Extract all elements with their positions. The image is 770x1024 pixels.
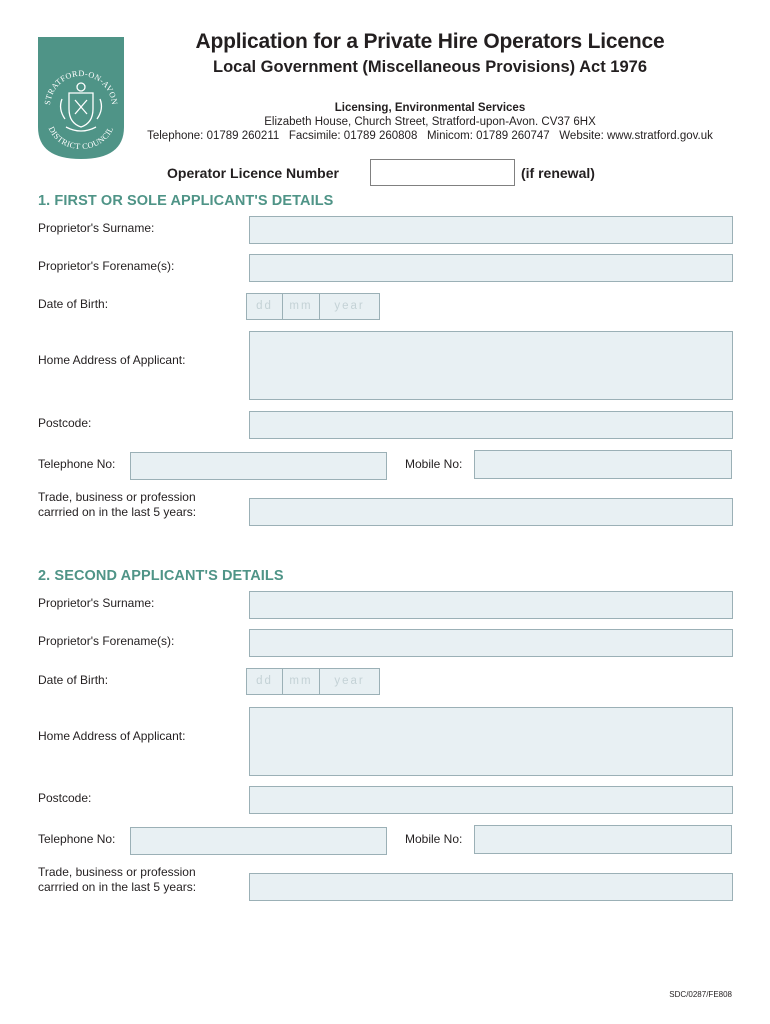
page-subtitle: Local Government (Miscellaneous Provisions) Act 1976 [212, 58, 648, 76]
department-name: Licensing, Environmental Services [334, 102, 526, 114]
section2-mobile-field[interactable] [474, 825, 732, 854]
section2-dob-year[interactable]: year [320, 668, 380, 695]
section1-dob-day[interactable]: dd [246, 293, 283, 320]
section2-dob-month[interactable]: mm [283, 668, 320, 695]
section1-dob-field [246, 293, 380, 320]
licence-number-label: Operator Licence Number [167, 165, 339, 181]
section2-dob-day[interactable]: dd [246, 668, 283, 695]
section1-mobile-field[interactable] [474, 450, 732, 479]
section2-trade-label [38, 865, 196, 894]
section1-dob-month[interactable]: mm [283, 293, 320, 320]
logo-top-text: STRATFORD-ON-AVON [43, 68, 120, 106]
section1-telephone-label: Telephone No: [38, 457, 116, 471]
licence-number-input[interactable] [370, 159, 515, 186]
section2-address-label: Home Address of Applicant: [38, 729, 186, 743]
section1-forename-label: Proprietor's Forename(s): [38, 259, 175, 273]
section2-postcode-field[interactable] [249, 786, 733, 814]
section2-surname-field[interactable] [249, 591, 733, 619]
section2-telephone-field[interactable] [130, 827, 387, 855]
section1-trade-label-line1: Trade, business or profession [38, 490, 196, 504]
section1-surname-label: Proprietor's Surname: [38, 221, 155, 235]
section2-forename-label: Proprietor's Forename(s): [38, 634, 175, 648]
section1-postcode-field[interactable] [249, 411, 733, 439]
section1-heading: 1. FIRST OR SOLE APPLICANT'S DETAILS [38, 193, 334, 209]
section2-postcode-label: Postcode: [38, 791, 92, 805]
section2-address-field[interactable] [249, 707, 733, 776]
form-reference-code: SDC/0287/FE808 [669, 990, 732, 999]
section2-trade-field[interactable] [249, 873, 733, 901]
section2-trade-label-line1: Trade, business or profession [38, 865, 196, 879]
section2-forename-field[interactable] [249, 629, 733, 657]
section2-telephone-label: Telephone No: [38, 832, 116, 846]
section1-forename-field[interactable] [249, 254, 733, 282]
section2-heading: 2. SECOND APPLICANT'S DETAILS [38, 568, 284, 584]
section1-address-label: Home Address of Applicant: [38, 353, 186, 367]
section1-surname-field[interactable] [249, 216, 733, 244]
section1-telephone-field[interactable] [130, 452, 387, 480]
section2-surname-label: Proprietor's Surname: [38, 596, 155, 610]
section2-dob-field [246, 668, 380, 695]
section1-dob-label: Date of Birth: [38, 297, 109, 311]
council-logo [38, 37, 124, 159]
page-title: Application for a Private Hire Operators Licence [195, 30, 665, 53]
section2-trade-label-line2: carrried on in the last 5 years: [38, 879, 197, 894]
section1-dob-year[interactable]: year [320, 293, 380, 320]
section1-trade-label-line2: carrried on in the last 5 years: [38, 504, 197, 519]
section1-trade-label [38, 490, 196, 519]
department-address: Elizabeth House, Church Street, Stratford-upon-Avon. CV37 6HX [264, 116, 596, 128]
section2-dob-label: Date of Birth: [38, 673, 109, 687]
section2-mobile-label: Mobile No: [405, 832, 463, 846]
section1-address-field[interactable] [249, 331, 733, 400]
contact-details: Telephone: 01789 260211 Facsimile: 01789 260808 Minicom: 01789 260747 Website: www.stratford.gov.uk [147, 130, 713, 142]
logo-bottom-text: DISTRICT COUNCIL [46, 125, 116, 152]
section1-mobile-label: Mobile No: [405, 457, 463, 471]
section1-trade-field[interactable] [249, 498, 733, 526]
licence-number-suffix: (if renewal) [521, 165, 595, 181]
section1-postcode-label: Postcode: [38, 416, 92, 430]
